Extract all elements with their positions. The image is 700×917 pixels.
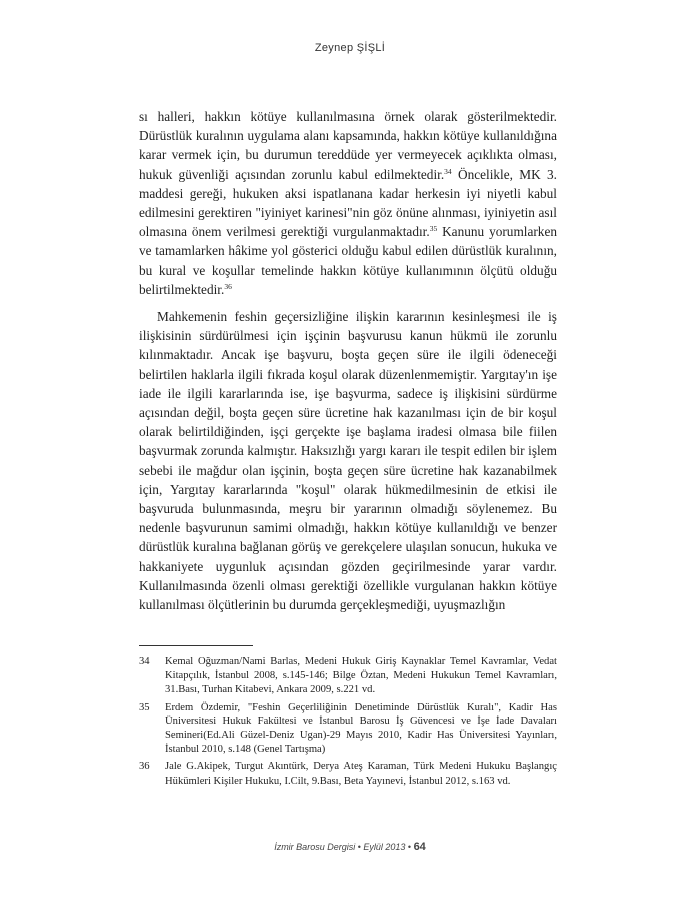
footnote [139,655,557,698]
footnote-text: Jale G.Akipek, Turgut Akıntürk, Derya Ateş Karaman, Türk Medeni Hukuku Başlangıç Hükümleri Kişiler Hukuku, I.Cilt, 9.Bası, Beta Yayınevi, İstanbul 2012, s.163 vd. [165,761,557,787]
footer-separator: • [355,842,364,852]
page-footer [0,841,700,853]
paragraph-1 [139,107,557,299]
footnote-number: 36 [139,761,150,773]
issue-date: Eylül 2013 [363,842,406,852]
page-number: 64 [413,841,426,853]
body-text [139,107,557,614]
footnote-text: Erdem Özdemir, "Feshin Geçerliliğinin Denetiminde Dürüstlük Kuralı", Kadir Has Üniversitesi Hukuk Fakültesi ve İstanbul Barosu İş Güvencesi ve İşe İade Davaları Semineri(Ed.Ali Güzel-Deniz Ugan)-29 Mayıs 2010, Kadir Has Üniversitesi Yayınları, İstanbul 2010, s.148 (Genel Tartışma) [165,701,557,756]
footnotes [139,655,557,792]
footnote-separator [139,645,253,646]
running-header [0,42,700,54]
footnote-ref-36: 36 [224,281,232,291]
footnote-number: 34 [139,656,150,667]
footnote-number: 35 [139,701,150,713]
paragraph-1-part-b: Öncelikle, MK 3. maddesi gereği, hukuken aksi ispatlanana kadar herkesin iyi niyetli kabul edilmesini gerektiren "iyiniyet karinesi"nin göz önüne alınması, iyiniyetin asıl olmasına önem verilmesi gerektiği vurgulanmaktadır. [139,166,557,240]
paragraph-1-part-c: Kanunu yorumlarken ve tamamlarken hâkime yol gösterici olduğu kabul edilen dürüstlük kuralının, bu kural ve koşullar temelinde hakkın kötüye kullanımının ölçütü olduğu belirtilmektedir. [139,224,558,297]
footnote [139,701,557,758]
journal-name: İzmir Barosu Dergisi [274,842,356,852]
footer-separator: • [405,842,414,852]
footnote-text: Kemal Oğuzman/Nami Barlas, Medeni Hukuk Giriş Kaynaklar Temel Kavramlar, Vedat Kitapçılık, İstanbul 2008, s.145-146; Bilge Öztan, Medeni Hukukun Temel Kavramları, 31.Bası, Turhan Kitabevi, Ankara 2009, s.221 vd. [165,656,557,696]
paragraph-1-part-a: sı halleri, hakkın kötüye kullanılmasına örnek olarak gösterilmektedir. Dürüstlük kuralının uygulama alanı kapsamında, hakkın kötüye kullanıldığına karar vermek için, bu durumun tereddüde yer vermeyecek açıklıkta olması, hukuk güvenliği açısından zorunlu kabul edilmektedir. [139,109,557,182]
footnote [139,760,557,788]
footnote-ref-35: 35 [429,224,438,234]
author-name: Zeynep ŞİŞLİ [314,42,386,54]
footnote-ref-34: 34 [444,166,452,176]
paragraph-2: Mahkemenin feshin geçersizliğine ilişkin kararının kesinleşmesi ile iş ilişkisinin sürdürülmesi için işçinin başvurusu kanun hükmü ile zorunlu kılınmaktadır. Ancak işe başvuru, boşta geçen süre ile ilgili ödeneceği belirtilen haklarla ilgili fıkrada koşul olarak düzenlenmemiştir. Yargıtay'ın işe iade ile ilgili kararlarında ise, işe başvurma, sadece iş ilişkisini sürdürme açısından değil, boşta geçen süre ücretine hak kazanılması için de bir koşul olarak belirtildiğinden, işçi gerçekte işe başlama iradesi olmasa bile fiilen başvurmak zorunda kalmıştır. Haksızlığı yargı kararı ile tespit edilen bir işlem sebebi ile mağdur olan işçinin, boşta geçen süre ücretine hak kazanabilmek için, Yargıtay kararlarında "koşul" olarak hükmedilmesinin de etkisi ile başvuruda bulunmasında, meşru bir yararının olmadığı söylenemez. Bu nedenle başvurunun samimi olmadığı, hakkın kötüye kullanıldığı ve benzer dürüstlük kuralına bağlanan görüş ve gerekçelere ulaşılan sonucun, hukuka ve hakkaniyete uygunluk açısından gözden geçirilmesinde yarar vardır. Kullanılmasında özenli olması gerektiği özellikle vurgulanan hakkın kötüye kullanılması ölçütlerinin bu durumda gerçekleşmediği, uyuşmazlığın [139,309,557,613]
